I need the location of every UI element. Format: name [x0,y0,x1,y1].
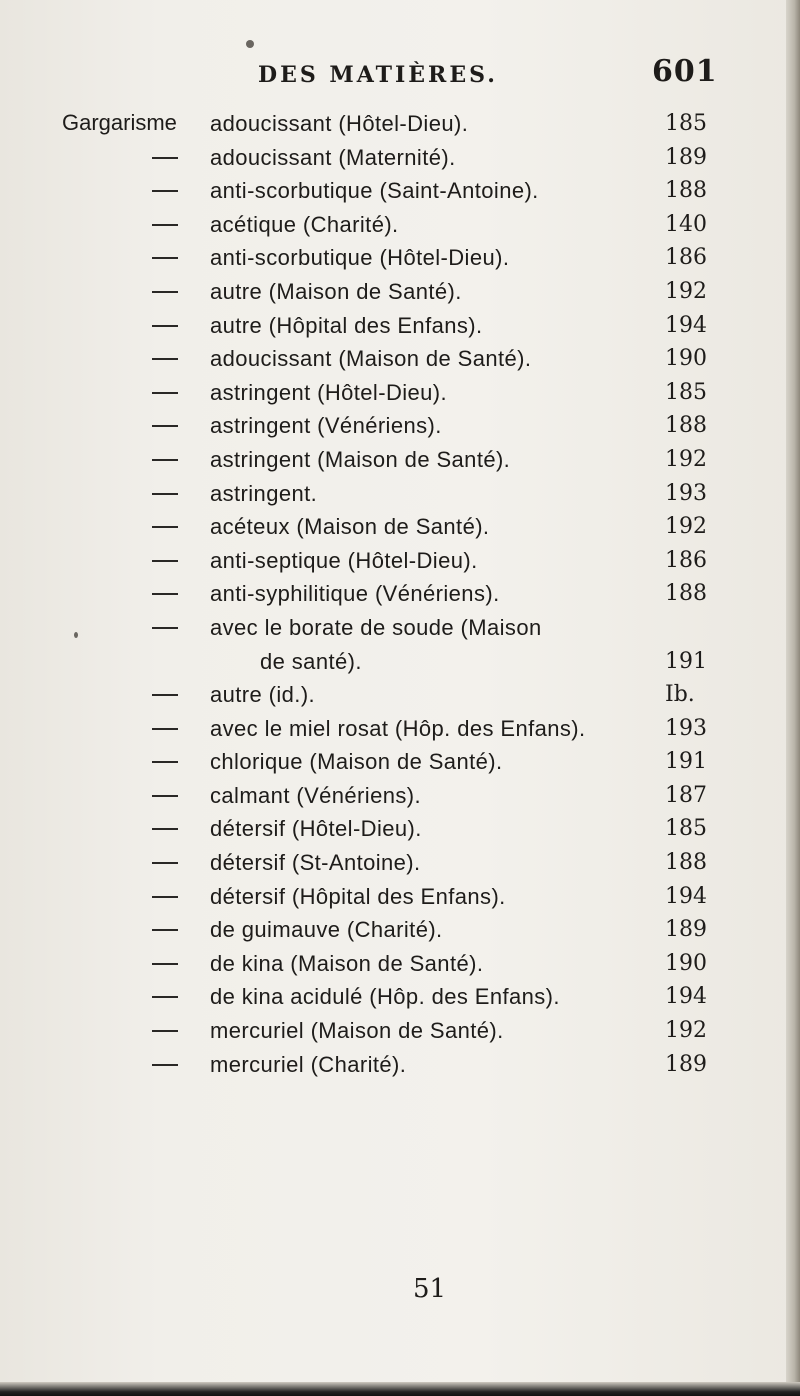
entry-text: de santé). [260,648,362,674]
index-entry [0,977,800,1011]
entry-page-number: 192 [665,446,707,472]
entry-text: astringent (Maison de Santé). [210,446,511,472]
entry-page-number: 187 [665,782,707,808]
index-entry [0,1045,800,1079]
ditto-dash [152,761,178,763]
entry-text: détersif (Hôpital des Enfans). [210,883,506,909]
entry-text: anti-scorbutique (Hôtel-Dieu). [210,245,510,271]
index-entry [0,944,800,978]
ditto-dash [152,560,178,562]
ditto-dash [152,593,178,595]
index-entry [0,675,800,709]
ditto-dash [152,1064,178,1066]
ditto-dash [152,862,178,864]
ditto-dash [152,257,178,259]
index-entry [0,440,800,474]
ditto-dash [152,493,178,495]
paper-speck [246,40,254,48]
signature-mark: 51 [413,1274,447,1304]
entry-page-number: 186 [665,547,707,573]
index-entry [0,138,800,172]
ditto-dash [152,224,178,226]
entry-page-number: 188 [665,178,707,204]
index-entry [0,104,800,138]
entry-text: anti-scorbutique (Saint-Antoine). [210,178,539,204]
entry-page-number: 188 [665,581,707,607]
index-entry [0,238,800,272]
entry-page-number: 191 [665,749,707,775]
index-entry [0,910,800,944]
ditto-dash [152,157,178,159]
ditto-dash [152,627,178,629]
index-entry [0,406,800,440]
entry-page-number: 194 [665,883,707,909]
index-entry [0,843,800,877]
entry-text: autre (Maison de Santé). [210,278,462,304]
entry-text: avec le miel rosat (Hôp. des Enfans). [210,715,586,741]
entry-text: astringent (Vénériens). [210,413,442,439]
index-entry [0,205,800,239]
entry-text: acétique (Charité). [210,211,399,237]
entry-text: mercuriel (Maison de Santé). [210,1018,504,1044]
entry-page-number: 190 [665,346,707,372]
ditto-dash [152,1030,178,1032]
index-entry [0,541,800,575]
page-number: 601 [652,54,718,89]
entry-text: chlorique (Maison de Santé). [210,749,503,775]
ditto-dash [152,828,178,830]
ditto-dash [152,459,178,461]
index-entry [0,776,800,810]
entry-page-number: 191 [665,648,707,674]
ditto-dash [152,526,178,528]
ditto-dash [152,996,178,998]
index-entry [0,373,800,407]
entry-text: adoucissant (Hôtel-Dieu). [210,111,469,136]
index-entry [0,339,800,373]
entry-text: astringent (Hôtel-Dieu). [210,379,448,405]
entry-page-number: 194 [665,984,707,1010]
ditto-dash [152,358,178,360]
index-entry [0,877,800,911]
entry-page-number: 189 [665,917,707,943]
page-bottom-shadow [0,1382,800,1396]
index-entry [0,1011,800,1045]
entry-page-number: 193 [665,715,707,741]
index-entry [0,742,800,776]
ditto-dash [152,795,178,797]
index-entry [0,642,800,676]
entry-page-number: 185 [665,816,707,842]
ditto-dash [152,392,178,394]
entry-text: astringent. [210,480,318,506]
entry-page-number: 189 [665,144,707,170]
entry-page-number: 192 [665,514,707,540]
ditto-dash [152,425,178,427]
index-entry [0,574,800,608]
index-entries [0,104,800,1078]
entry-page-number: 189 [665,1051,707,1077]
entry-page-number: 185 [665,379,707,405]
entry-page-number: 188 [665,413,707,439]
entry-text: autre (Hôpital des Enfans). [210,312,483,338]
ditto-dash [152,190,178,192]
entry-page-number: 190 [665,950,707,976]
entry-page-number: 193 [665,480,707,506]
entry-page-number: 186 [665,245,707,271]
entry-text: de kina (Maison de Santé). [210,950,484,976]
entry-heading: Gargarisme [62,110,177,135]
ditto-dash [152,728,178,730]
entry-page-number: 194 [665,312,707,338]
entry-text: anti-syphilitique (Vénériens). [210,581,500,607]
entry-text: calmant (Vénériens). [210,782,421,808]
entry-text: détersif (Hôtel-Dieu). [210,816,422,842]
index-entry [0,306,800,340]
entry-text: avec le borate de soude (Maison [210,614,542,640]
entry-text: mercuriel (Charité). [210,1051,407,1077]
index-entry [0,709,800,743]
ditto-dash [152,694,178,696]
entry-page-number: Ib. [665,682,695,708]
index-entry [0,171,800,205]
ditto-dash [152,291,178,293]
entry-text: autre (id.). [210,682,316,708]
entry-page-number: 185 [665,111,707,136]
entry-text: de guimauve (Charité). [210,917,443,943]
entry-text: adoucissant (Maternité). [210,144,456,170]
index-entry [0,272,800,306]
index-entry [0,474,800,508]
entry-page-number: 192 [665,278,707,304]
running-title: DES MATIÈRES. [258,62,498,88]
ditto-dash [152,929,178,931]
entry-text: détersif (St-Antoine). [210,850,421,876]
ditto-dash [152,896,178,898]
index-entry [0,608,800,642]
entry-text: de kina acidulé (Hôp. des Enfans). [210,984,560,1010]
entry-page-number: 188 [665,850,707,876]
entry-text: anti-septique (Hôtel-Dieu). [210,547,478,573]
index-entry [0,809,800,843]
entry-page-number: 192 [665,1018,707,1044]
entry-page-number: 140 [665,211,707,237]
ditto-dash [152,963,178,965]
index-entry [0,507,800,541]
entry-text: acéteux (Maison de Santé). [210,514,490,540]
entry-text: adoucissant (Maison de Santé). [210,346,532,372]
ditto-dash [152,325,178,327]
